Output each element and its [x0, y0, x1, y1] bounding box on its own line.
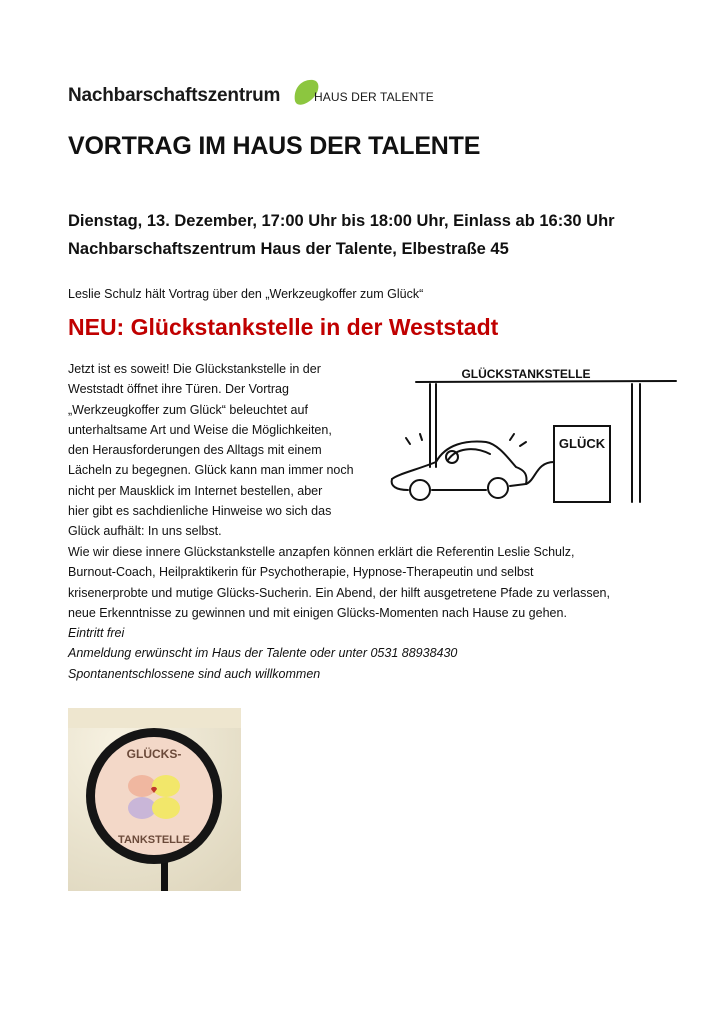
- body-line: „Werkzeugkoffer zum Glück“ beleuchtet auf: [68, 402, 308, 417]
- page-title: VORTRAG IM HAUS DER TALENTE: [68, 132, 481, 160]
- event-date: Dienstag, 13. Dezember, 17:00 Uhr bis 18:00 Uhr, Einlass ab 16:30 Uhr: [68, 212, 615, 230]
- body-line: Burnout-Coach, Heilpraktikerin für Psychotherapie, Hypnose-Therapeutin und selbst: [68, 565, 534, 580]
- sign-photo: [68, 708, 241, 891]
- event-place: Nachbarschaftszentrum Haus der Talente, Elbestraße 45: [68, 240, 509, 258]
- body-line: neue Erkenntnisse zu gewinnen und mit einigen Glücks-Momenten nach Hause zu gehen.: [68, 605, 567, 620]
- body-line: Glück aufhält: In uns selbst.: [68, 524, 222, 539]
- logo-sub-text: HAUS DER TALENTE: [314, 90, 434, 104]
- logo-main-text: Nachbarschaftszentrum: [68, 85, 281, 106]
- body-line: krisenerprobte und mutige Glücks-Sucherin. Ein Abend, der hilft ausgetretene Pfade zu verlassen,: [68, 585, 610, 600]
- body-line: Wie wir diese innere Glückstankstelle anzapfen können erklärt die Referentin Leslie Schulz,: [68, 545, 575, 559]
- body-line: Jetzt ist es soweit! Die Glückstankstelle in der: [68, 362, 321, 376]
- cartoon-pump-text: GLÜCK: [558, 436, 606, 451]
- red-headline: NEU: Glückstankstelle in der Weststadt: [68, 314, 499, 340]
- photo-sign-top-text: GLÜCKS-: [126, 747, 182, 761]
- body-column-text: [68, 359, 378, 542]
- body-line: unterhaltsame Art und Weise die Möglichkeiten,: [68, 422, 332, 437]
- body-full-text: [68, 542, 668, 684]
- body-line: Weststadt öffnet ihre Türen. Der Vortrag: [68, 382, 289, 397]
- walkins-note: Spontanentschlossene sind auch willkommen: [68, 666, 321, 681]
- admission-note: Eintritt frei: [68, 626, 125, 641]
- gas-station-cartoon: [386, 362, 682, 522]
- body-line: hier gibt es sachdienliche Hinweise wo sich das: [68, 504, 332, 519]
- body-line: Lächeln zu begegnen. Glück kann man immer noch: [68, 463, 354, 478]
- registration-note: Anmeldung erwünscht im Haus der Talente oder unter 0531 88938430: [68, 646, 458, 661]
- body-line: nicht per Mausklick im Internet bestellen, aber: [68, 483, 323, 498]
- cartoon-sign-text: GLÜCKSTANKSTELLE: [461, 367, 591, 381]
- intro-text: Leslie Schulz hält Vortrag über den „Werkzeugkoffer zum Glück“: [68, 287, 424, 301]
- body-line: den Herausforderungen des Alltags mit einem: [68, 443, 322, 458]
- photo-sign-bottom-text: TANKSTELLE: [118, 834, 190, 846]
